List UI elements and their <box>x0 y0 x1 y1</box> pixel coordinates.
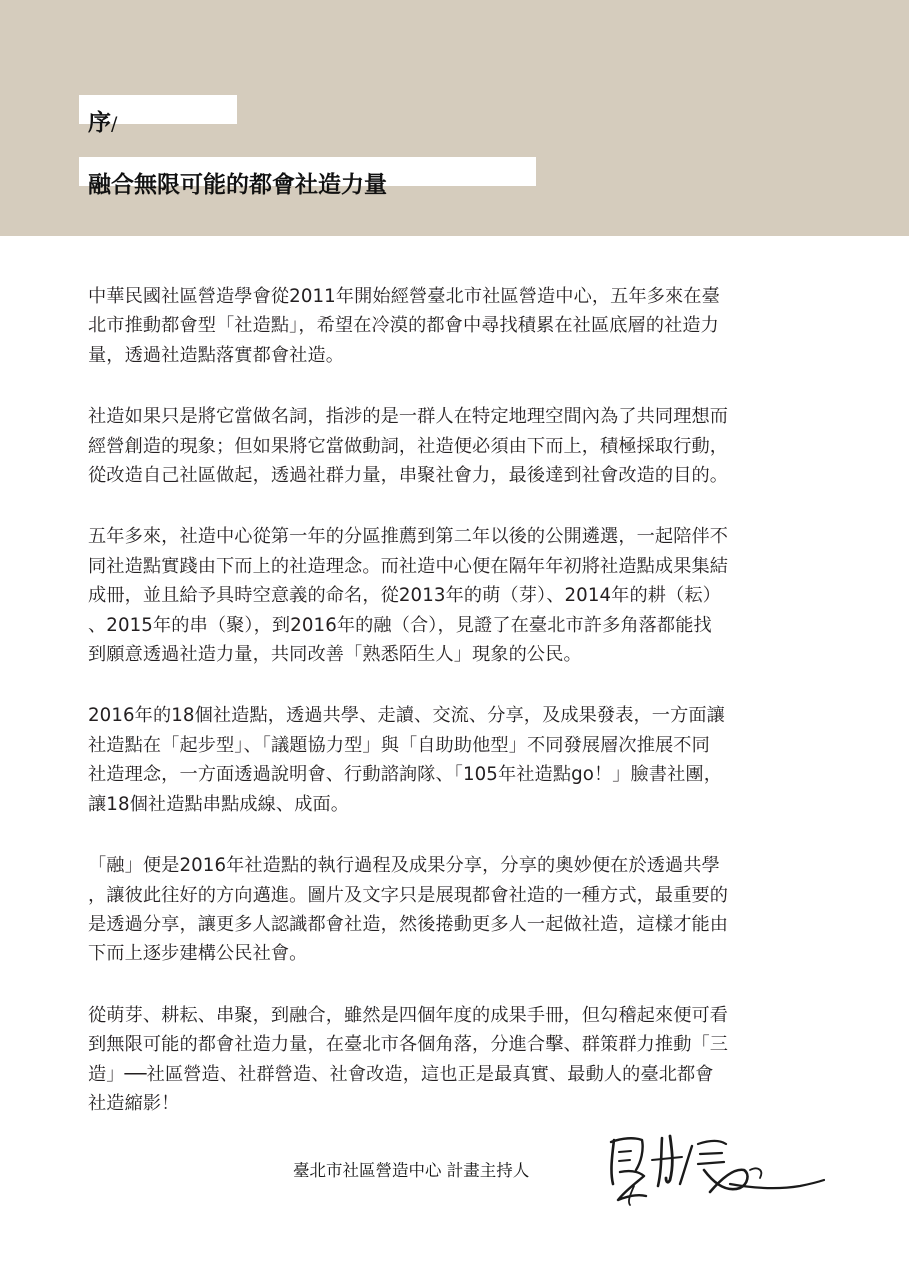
text-line: 量，透過社造點落實都會社造。 <box>88 344 345 366</box>
preface-slash: / <box>111 113 118 135</box>
text-line: 讓18個社造點串點成線、成面。 <box>88 793 350 815</box>
text-line: 2016年的18個社造點，透過共學、走讀、交流、分享，及成果發表，一方面讓 <box>88 705 725 727</box>
text-line: 社造理念，一方面透過說明會、行動諮詢隊、「105年社造點go！」臉書社團， <box>88 764 722 786</box>
paragraph-5 <box>88 851 828 969</box>
text-line: 中華民國社區營造學會從2011年開始經營臺北市社區營造中心，五年多來在臺 <box>88 286 720 307</box>
text-line: 經營創造的現象；但如果將它當做動詞，社造便必須由下而上，積極採取行動， <box>88 435 729 457</box>
text-line: 五年多來，社造中心從第一年的分區推薦到第二年以後的公開遴選，一起陪伴不 <box>88 526 729 548</box>
signoff-label: 臺北市社區營造中心 計畫主持人 <box>293 1161 530 1180</box>
text-line: 到願意透過社造力量，共同改善「熟悉陌生人」現象的公民。 <box>88 644 582 666</box>
text-line: 社造如果只是將它當做名詞，指涉的是一群人在特定地理空間內為了共同理想而 <box>88 406 729 428</box>
text-line: 同社造點實踐由下而上的社造理念。而社造中心便在隔年年初將社造點成果集結 <box>88 555 729 577</box>
text-line: 從萌芽、耕耘、串聚，到融合，雖然是四個年度的成果手冊，但勾稽起來便可看 <box>88 1004 729 1026</box>
preface-label: 序 <box>88 109 111 136</box>
text-line: 造」──社區營造、社群營造、社會改造，這也正是最真實、最動人的臺北都會 <box>88 1063 714 1085</box>
paragraph-4 <box>88 701 828 819</box>
signature-image <box>600 1126 825 1210</box>
text-line: 、2015年的串（聚），到2016年的融（合），見證了在臺北市許多角落都能找 <box>88 614 712 636</box>
text-line: 社造縮影！ <box>88 1092 180 1114</box>
page-title: 融合無限可能的都會社造力量 <box>88 171 387 198</box>
text-line: 北市推動都會型「社造點」，希望在冷漠的都會中尋找積累在社區底層的社造力 <box>88 315 719 337</box>
text-line: ，讓彼此往好的方向邁進。圖片及文字只是展現都會社造的一種方式，最重要的 <box>88 884 729 906</box>
paragraph-2 <box>88 402 828 490</box>
paragraph-3 <box>88 522 828 669</box>
text-line: 下而上逐步建構公民社會。 <box>88 943 308 965</box>
text-line: 從改造自己社區做起，透過社群力量，串聚社會力，最後達到社會改造的目的。 <box>88 465 729 487</box>
body-text <box>88 282 828 1150</box>
text-line: 是透過分享，讓更多人認識都會社造，然後捲動更多人一起做社造，這樣才能由 <box>88 913 729 935</box>
paragraph-6 <box>88 1001 828 1119</box>
text-line: 社造點在「起步型」、「議題協力型」與「自助助他型」不同發展層次推展不同 <box>88 734 710 756</box>
paragraph-1 <box>88 282 828 370</box>
text-line: 到無限可能的都會社造力量，在臺北市各個角落，分進合擊、群策群力推動「三 <box>88 1034 729 1056</box>
preface-heading <box>88 108 117 139</box>
text-line: 成冊，並且給予具時空意義的命名，從2013年的萌（芽）、2014年的耕（耘） <box>88 585 721 607</box>
text-line: 「融」便是2016年社造點的執行過程及成果分享，分享的奧妙便在於透過共學 <box>88 855 720 877</box>
